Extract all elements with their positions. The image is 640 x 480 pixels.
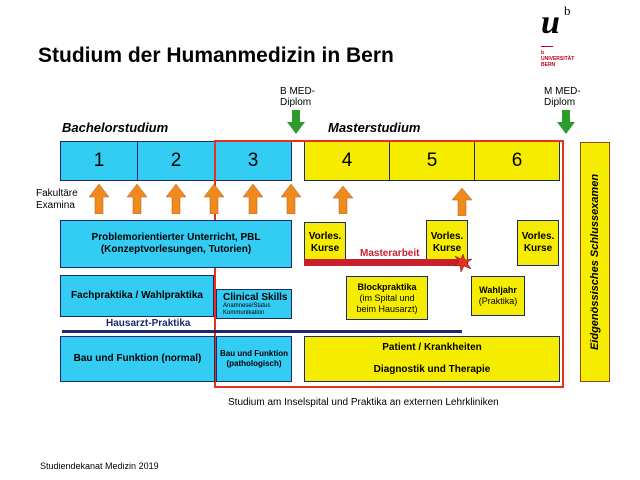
blockpraktika-block: Blockpraktika (im Spital und beim Hausarzt) — [346, 276, 428, 320]
masterarbeit-label: Masterarbeit — [360, 248, 420, 259]
university-logo-text: b UNIVERSITÄT BERN — [541, 50, 575, 68]
year-6-box: 6 — [474, 141, 560, 181]
exam-arrow-icon — [166, 184, 186, 214]
year-5-box: 5 — [389, 141, 475, 181]
logo-divider — [541, 46, 553, 47]
exams-label: Fakultäre Examina — [36, 188, 78, 211]
master-diploma-arrow-icon — [557, 110, 575, 134]
year-1-box: 1 — [60, 141, 138, 181]
exam-arrow-icon — [89, 184, 109, 214]
fachpraktika-block: Fachpraktika / Wahlpraktika — [60, 275, 214, 317]
bau-funktion-pathologisch-block: Bau und Funktion (pathologisch) — [216, 336, 292, 382]
hausarzt-praktika-line — [62, 330, 462, 333]
year-3-box: 3 — [214, 141, 292, 181]
clinical-skills-block: Clinical Skills Anamnese/Status Kommunikation — [216, 289, 292, 319]
exam-arrow-icon — [127, 184, 147, 214]
vorles-kurse-year6-block: Vorles. Kurse — [517, 220, 559, 266]
masterarbeit-bar — [304, 259, 464, 266]
bachelor-diploma-arrow-icon — [287, 110, 305, 134]
university-logo-b: b — [564, 3, 571, 18]
page-title: Studium der Humanmedizin in Bern — [38, 44, 394, 67]
year-4-box: 4 — [304, 141, 390, 181]
hausarzt-praktika-label: Hausarzt-Praktika — [106, 318, 191, 329]
university-logo-u: u — [541, 4, 560, 41]
wahljahr-block: Wahljahr (Praktika) — [471, 276, 525, 316]
vorles-kurse-year5-block: Vorles. Kurse — [426, 220, 468, 266]
master-diploma-label: M MED- Diplom — [544, 86, 581, 108]
bau-funktion-normal-block: Bau und Funktion (normal) — [60, 336, 215, 382]
pbl-block: Problemorientierter Unterricht, PBL (Konzeptvorlesungen, Tutorien) — [60, 220, 292, 268]
exam-arrow-icon — [452, 188, 472, 216]
exam-arrow-icon — [204, 184, 224, 214]
schlussexamen-block: Eidgenössisches Schlussexamen — [580, 142, 610, 382]
master-section-label: Masterstudium — [328, 120, 421, 135]
vorles-kurse-year4-block: Vorles. Kurse — [304, 222, 346, 264]
bachelor-section-label: Bachelorstudium — [62, 120, 169, 135]
exam-arrow-icon — [333, 186, 353, 214]
frame-caption: Studium am Inselspital und Praktika an externen Lehrkliniken — [228, 397, 499, 408]
exam-arrow-icon — [281, 184, 301, 214]
footer-text: Studiendekanat Medizin 2019 — [40, 461, 159, 471]
patient-krankheiten-block: Patient / Krankheiten Diagnostik und Therapie — [304, 336, 560, 382]
year-2-box: 2 — [137, 141, 215, 181]
masterarbeit-star-icon — [454, 254, 472, 272]
exam-arrow-icon — [243, 184, 263, 214]
bachelor-diploma-label: B MED- Diplom — [280, 86, 315, 108]
